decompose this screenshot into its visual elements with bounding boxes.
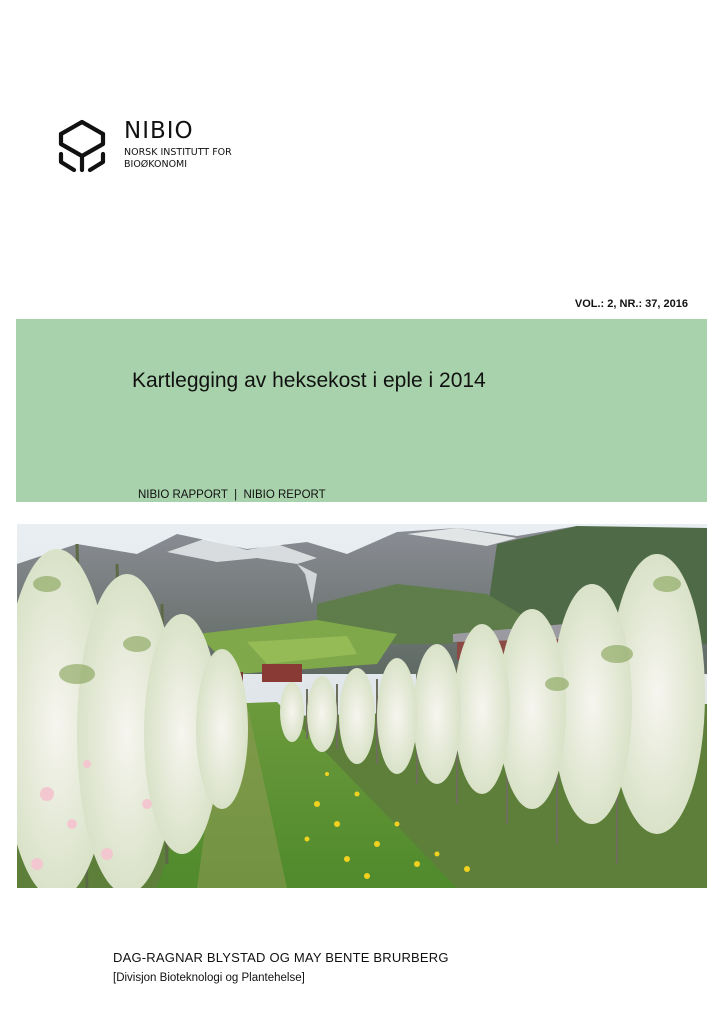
issue-number: VOL.: 2, NR.: 37, 2016 <box>574 298 688 310</box>
report-title: Kartlegging av heksekost i eple i 2014 <box>132 369 486 392</box>
cover-photo <box>17 524 707 888</box>
logo-subtitle-line2: BIOØKONOMI <box>124 159 188 170</box>
author-division: [Divisjon Bioteknologi og Plantehelse] <box>113 972 305 984</box>
apple-orchard-photo <box>17 524 707 888</box>
logo-name: NIBIO <box>124 118 194 144</box>
nibio-logo <box>56 118 232 174</box>
logo-subtitle-line1: NORSK INSTITUTT FOR <box>124 147 232 158</box>
nibio-logo-icon <box>56 118 108 174</box>
title-band <box>16 319 707 502</box>
report-series: NIBIO RAPPORT | NIBIO REPORT <box>138 489 326 501</box>
report-authors: DAG-RAGNAR BLYSTAD OG MAY BENTE BRURBERG <box>113 950 449 965</box>
